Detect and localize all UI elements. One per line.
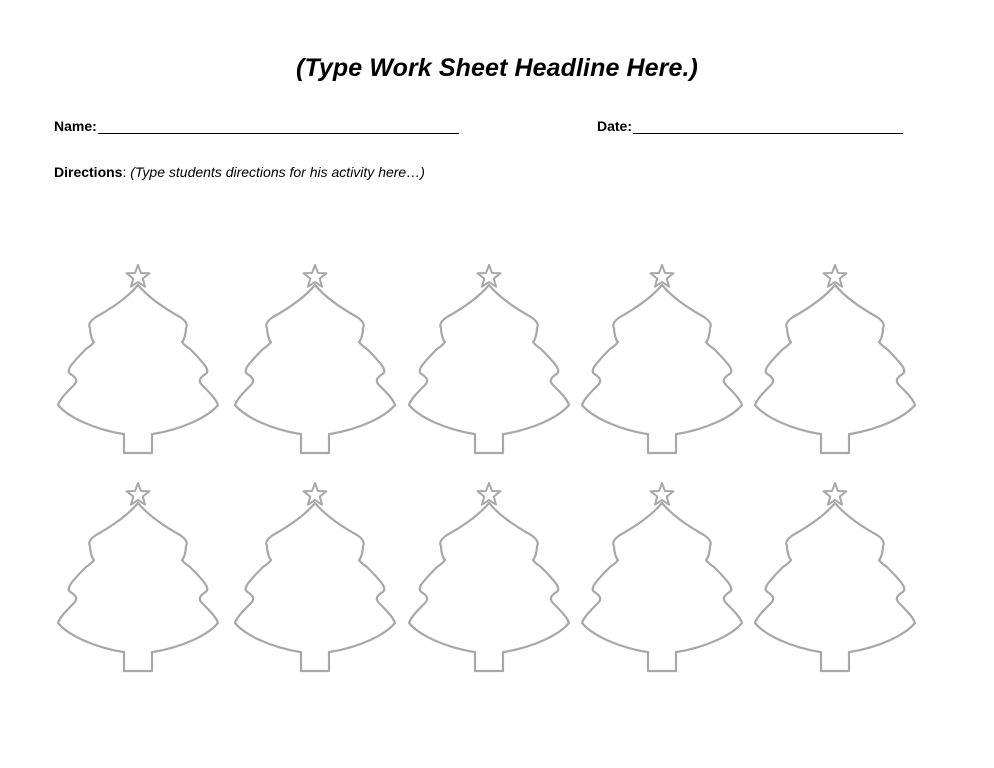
tree-outline <box>58 285 218 453</box>
tree-outline <box>409 285 569 453</box>
christmas-tree-icon <box>235 483 395 671</box>
tree-outline <box>58 503 218 671</box>
star-icon <box>304 265 327 287</box>
worksheet-headline: (Type Work Sheet Headline Here.) <box>296 54 698 82</box>
tree-outline <box>755 285 915 453</box>
christmas-tree-icon <box>582 265 742 453</box>
star-icon <box>651 265 674 287</box>
star-icon <box>824 483 847 505</box>
christmas-tree-icon <box>409 265 569 453</box>
christmas-tree-icon <box>58 483 218 671</box>
star-icon <box>651 483 674 505</box>
date-label: Date: <box>597 118 633 134</box>
star-icon <box>824 265 847 287</box>
tree-outline <box>582 285 742 453</box>
name-label: Name: <box>54 118 97 134</box>
christmas-tree-icon <box>582 483 742 671</box>
directions-text: (Type students directions for his activity here…) <box>130 164 425 180</box>
tree-outline <box>235 503 395 671</box>
christmas-tree-icon <box>755 483 915 671</box>
star-icon <box>478 265 501 287</box>
christmas-tree-icon <box>235 265 395 453</box>
tree-outline <box>235 285 395 453</box>
christmas-tree-icon <box>58 265 218 453</box>
star-icon <box>478 483 501 505</box>
star-icon <box>127 265 150 287</box>
directions-label: Directions <box>54 164 123 180</box>
tree-outline <box>409 503 569 671</box>
directions-colon: : <box>122 164 131 180</box>
tree-outline <box>582 503 742 671</box>
christmas-tree-icon <box>755 265 915 453</box>
tree-outline <box>755 503 915 671</box>
star-icon <box>304 483 327 505</box>
star-icon <box>127 483 150 505</box>
christmas-tree-icon <box>409 483 569 671</box>
